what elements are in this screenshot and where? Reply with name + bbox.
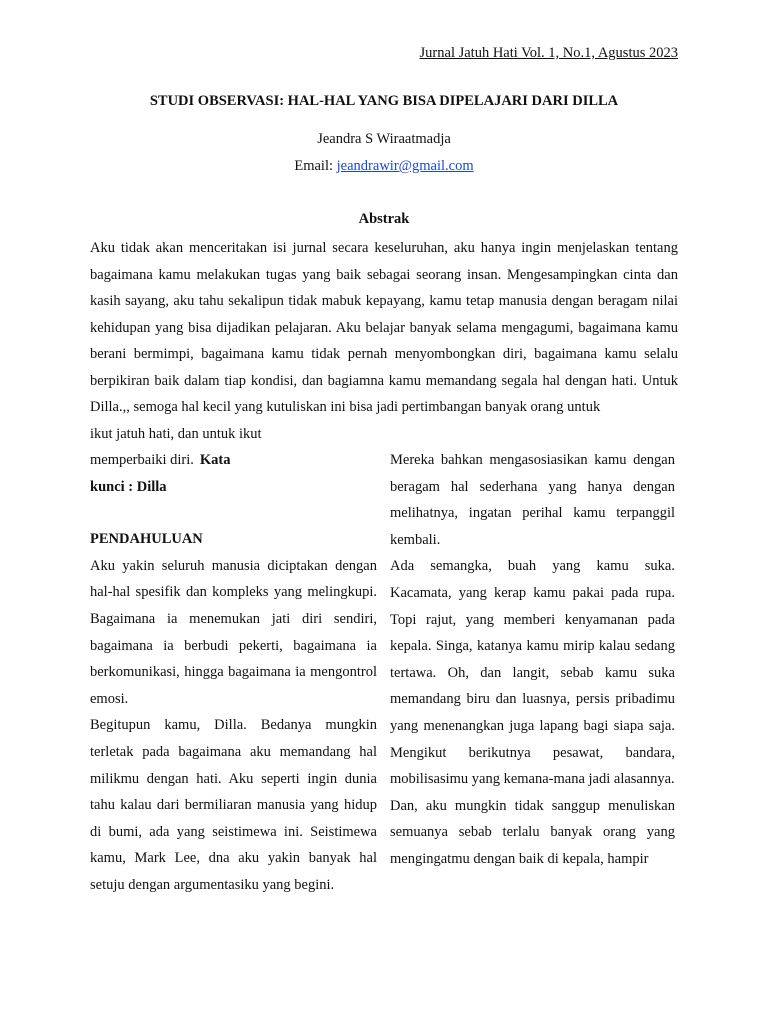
email-link[interactable]: jeandrawir@gmail.com (336, 158, 474, 174)
author-name: Jeandra S Wiraatmadja (317, 131, 451, 147)
keywords-value: Dilla (136, 478, 167, 495)
email-line (0, 158, 768, 175)
abstract-continuation-line (90, 447, 377, 474)
left-column (90, 447, 377, 899)
right-paragraph-2: Ada semangka, buah yang kamu suka. Kacamata, yang kerap kamu pakai pada rupa. Topi rajut, yang memberi kenyamanan pada kepala. Singa, katanya kamu mirip kalau sedang tertawa. Oh, dan langit, sebab kamu suka memandang biru dan luasnya, persis pribadimu yang menenangkan juga lapang bagi siapa saja. Mengikut berikutnya pesawat, bandara, mobilisasimu yang kemana-mana jadi alasannya. (390, 558, 675, 788)
paper-title: STUDI OBSERVASI: HAL-HAL YANG BISA DIPELAJARI DARI DILLA (149, 93, 619, 109)
abstract-last-line: ikut jatuh hati, dan untuk ikut (90, 426, 262, 442)
right-column (390, 447, 675, 873)
right-paragraph-1: Mereka bahkan mengasosiasikan kamu dengan beragam hal sederhana yang hanya dengan melihatnya, ingatan perihal kamu terpanggil kembali. (390, 452, 675, 548)
left-paragraph-1: Aku yakin seluruh manusia diciptakan dengan hal-hal spesifik dan kompleks yang melingkupi. Bagaimana ia menemukan jati diri sendiri, bagaimana ia berbudi pekerti, bagaimana ia berkomunikasi, hingga bagaimana ia mengontrol emosi. (90, 557, 377, 707)
keywords-label-1: Kata (199, 452, 231, 468)
abstract-body: Aku tidak akan menceritakan isi jurnal secara keseluruhan, aku hanya ingin menjelaskan tentang bagaimana kamu melakukan tugas yang baik sebagai seorang insan. Mengesampingkan cinta dan kasih sayang, aku tahu sekalipun tidak mabuk kepayang, kamu tetap manusia dengan beragam nilai kehidupan yang bisa dijadikan pelajaran. Aku belajar banyak selama mengagumi, bagaimana kamu berani bermimpi, bagaimana kamu tidak pernah menyombongkan diri, bagaimana kamu selalu berpikiran baik dalam tiap kondisi, dan bagiamna kamu memandang segala hal dengan hati. Untuk Dilla.,, semoga hal kecil yang kutuliskan ini bisa jadi pertimbangan banyak orang untuk (90, 240, 678, 415)
keywords-line (90, 474, 377, 501)
abstract-continuation: memperbaiki diri. (90, 452, 194, 468)
section-heading-pendahuluan: PENDAHULUAN (90, 531, 203, 548)
right-paragraph-3: Dan, aku mungkin tidak sanggup menuliskan semuanya sebab terlalu banyak orang yang mengingatmu dengan baik di kepala, hampir (390, 797, 675, 867)
abstract-heading: Abstrak (358, 211, 410, 227)
left-paragraph-2: Begitupun kamu, Dilla. Bedanya mungkin terletak pada bagaimana aku memandang hal milikmu dengan hati. Aku seperti ingin dunia tahu kalau dari bermiliaran manusia yang hidup di bumi, ada yang seistimewa ini. Seistimewa kamu, Mark Lee, dna aku yakin banyak hal setuju dengan argumentasiku yang begini. (90, 717, 377, 893)
email-label: Email: (294, 158, 337, 174)
keywords-label-2: kunci : (90, 478, 137, 495)
journal-header: Jurnal Jatuh Hati Vol. 1, No.1, Agustus 2023 (419, 45, 678, 61)
